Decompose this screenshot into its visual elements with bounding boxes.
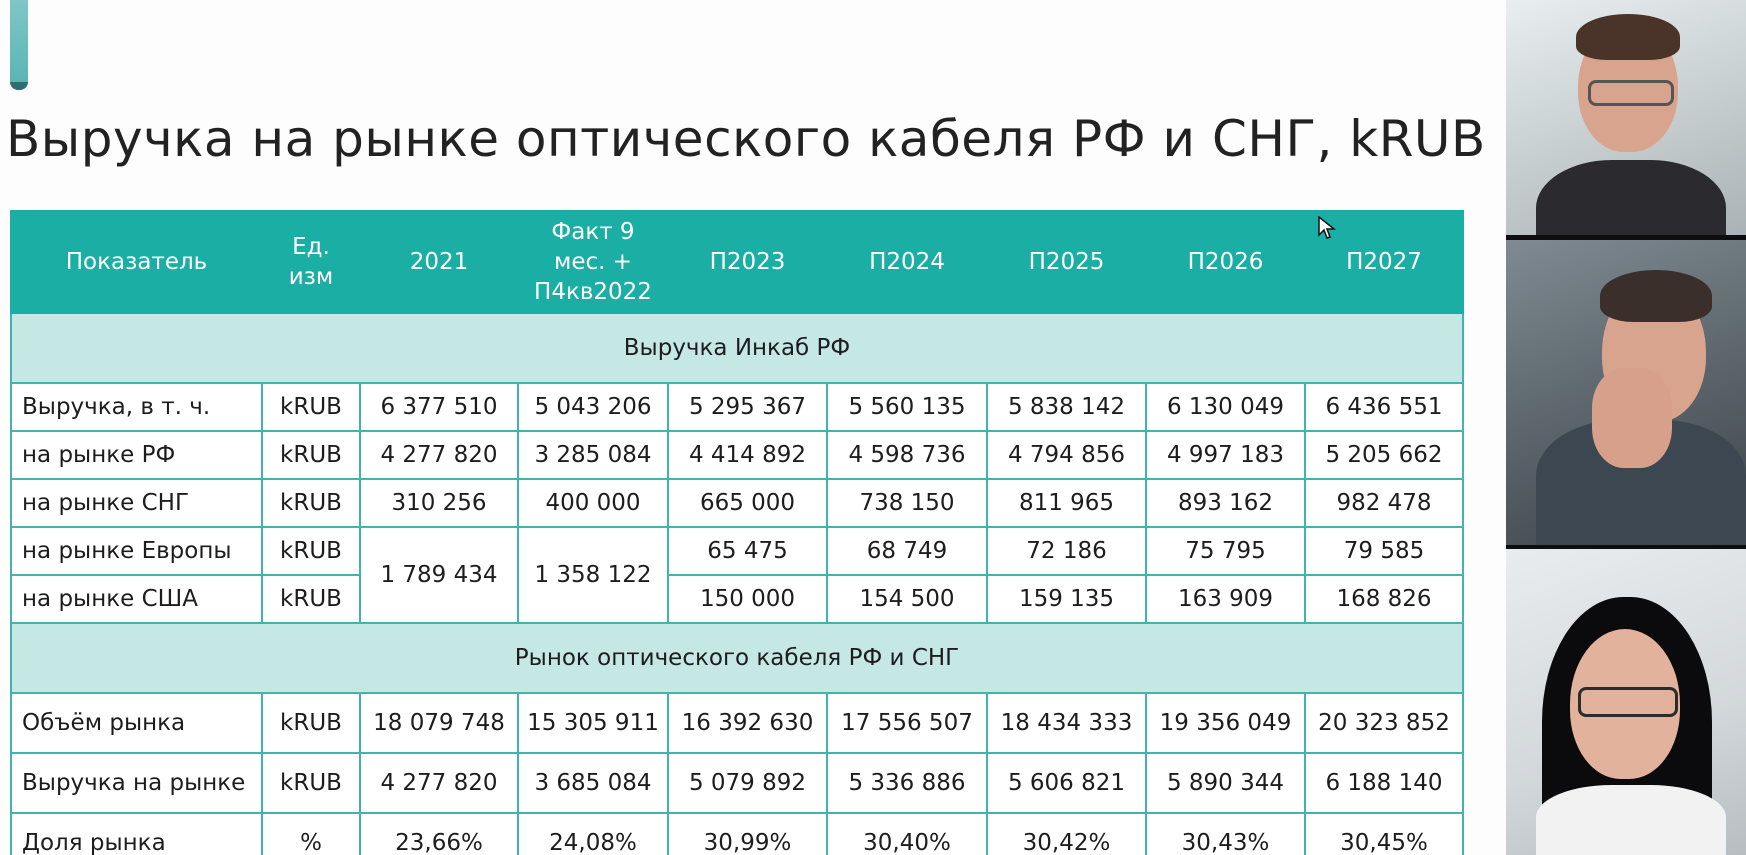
table-cell: 5 079 892 [668, 753, 827, 813]
table-cell: 75 795 [1146, 527, 1305, 575]
table-cell: 15 305 911 [518, 693, 668, 753]
slide-title: Выручка на рынке оптического кабеля РФ и СНГ, kRUB [6, 110, 1486, 168]
participant-video-tile[interactable] [1506, 549, 1746, 855]
merged-cell: 1 358 122 [518, 527, 668, 623]
participant-video-tile[interactable] [1506, 240, 1746, 545]
table-cell: 5 336 886 [827, 753, 987, 813]
table-cell: 18 434 333 [987, 693, 1146, 753]
table-cell: 163 909 [1146, 575, 1305, 623]
table-cell: 65 475 [668, 527, 827, 575]
accent-bar [10, 0, 28, 90]
table-cell: 68 749 [827, 527, 987, 575]
header-cell: П2026 [1146, 211, 1305, 313]
participant-hair [1600, 270, 1712, 322]
table-cell: kRUB [262, 479, 360, 527]
revenue-table-container [10, 210, 1462, 855]
section-title: Выручка Инкаб РФ [11, 313, 1463, 383]
table-cell: 665 000 [668, 479, 827, 527]
table-header-row [11, 211, 1463, 313]
table-cell: 982 478 [1305, 479, 1463, 527]
participants-panel [1506, 0, 1746, 855]
table-cell: 72 186 [987, 527, 1146, 575]
table-row [11, 753, 1463, 813]
table-cell: 893 162 [1146, 479, 1305, 527]
row-label: на рынке Европы [11, 527, 262, 575]
row-label: Выручка на рынке [11, 753, 262, 813]
row-label: Объём рынка [11, 693, 262, 753]
table-row [11, 693, 1463, 753]
table-cell: 5 890 344 [1146, 753, 1305, 813]
table-cell: 811 965 [987, 479, 1146, 527]
table-cell: 3 285 084 [518, 431, 668, 479]
header-cell: П2025 [987, 211, 1146, 313]
table-cell: 16 392 630 [668, 693, 827, 753]
participant-body [1536, 785, 1726, 855]
header-cell: П2023 [668, 211, 827, 313]
table-row [11, 575, 1463, 623]
participant-hair [1576, 14, 1680, 60]
table-row [11, 527, 1463, 575]
table-cell: 4 277 820 [360, 431, 518, 479]
table-cell: 30,40% [827, 813, 987, 855]
participant-hand [1592, 368, 1672, 468]
header-cell: Факт 9 мес. + П4кв2022 [518, 211, 668, 313]
table-cell: 4 414 892 [668, 431, 827, 479]
table-cell: 79 585 [1305, 527, 1463, 575]
table-cell: 17 556 507 [827, 693, 987, 753]
table-cell: kRUB [262, 575, 360, 623]
table-cell: 30,43% [1146, 813, 1305, 855]
table-cell: 6 377 510 [360, 383, 518, 431]
table-cell: 23,66% [360, 813, 518, 855]
row-label: на рынке США [11, 575, 262, 623]
table-cell: 4 598 736 [827, 431, 987, 479]
table-cell: 159 135 [987, 575, 1146, 623]
table-row [11, 431, 1463, 479]
table-cell: 5 606 821 [987, 753, 1146, 813]
table-cell: 154 500 [827, 575, 987, 623]
table-cell: 6 188 140 [1305, 753, 1463, 813]
table-cell: kRUB [262, 527, 360, 575]
section-row [11, 623, 1463, 693]
table-cell: 5 838 142 [987, 383, 1146, 431]
header-cell: 2021 [360, 211, 518, 313]
table-cell: 30,99% [668, 813, 827, 855]
table-cell: 6 436 551 [1305, 383, 1463, 431]
section-row [11, 313, 1463, 383]
header-cell: Ед. изм [262, 211, 360, 313]
row-label: на рынке СНГ [11, 479, 262, 527]
header-cell: Показатель [11, 211, 262, 313]
section-title: Рынок оптического кабеля РФ и СНГ [11, 623, 1463, 693]
header-cell: П2027 [1305, 211, 1463, 313]
revenue-table [10, 210, 1464, 855]
table-cell: kRUB [262, 383, 360, 431]
merged-cell: 1 789 434 [360, 527, 518, 623]
glasses-icon [1578, 687, 1678, 717]
row-label: Выручка, в т. ч. [11, 383, 262, 431]
table-cell: 310 256 [360, 479, 518, 527]
table-cell: 5 295 367 [668, 383, 827, 431]
table-cell: 150 000 [668, 575, 827, 623]
table-cell: 18 079 748 [360, 693, 518, 753]
glasses-icon [1588, 80, 1674, 106]
table-cell: 30,42% [987, 813, 1146, 855]
table-cell: 20 323 852 [1305, 693, 1463, 753]
table-cell: 4 794 856 [987, 431, 1146, 479]
participant-video-tile[interactable] [1506, 0, 1746, 235]
row-label: на рынке РФ [11, 431, 262, 479]
table-cell: kRUB [262, 693, 360, 753]
table-cell: 4 997 183 [1146, 431, 1305, 479]
table-cell: 5 043 206 [518, 383, 668, 431]
table-cell: 30,45% [1305, 813, 1463, 855]
table-cell: 4 277 820 [360, 753, 518, 813]
table-cell: 5 560 135 [827, 383, 987, 431]
table-cell: 24,08% [518, 813, 668, 855]
table-cell: kRUB [262, 431, 360, 479]
table-cell: 6 130 049 [1146, 383, 1305, 431]
table-cell: kRUB [262, 753, 360, 813]
table-cell: 400 000 [518, 479, 668, 527]
table-cell: 168 826 [1305, 575, 1463, 623]
table-cell: 738 150 [827, 479, 987, 527]
table-row [11, 813, 1463, 855]
table-cell: 5 205 662 [1305, 431, 1463, 479]
participant-body [1536, 160, 1726, 235]
table-cell: 19 356 049 [1146, 693, 1305, 753]
table-row [11, 479, 1463, 527]
table-cell: 3 685 084 [518, 753, 668, 813]
table-row [11, 383, 1463, 431]
table-cell: % [262, 813, 360, 855]
row-label: Доля рынка [11, 813, 262, 855]
header-cell: П2024 [827, 211, 987, 313]
